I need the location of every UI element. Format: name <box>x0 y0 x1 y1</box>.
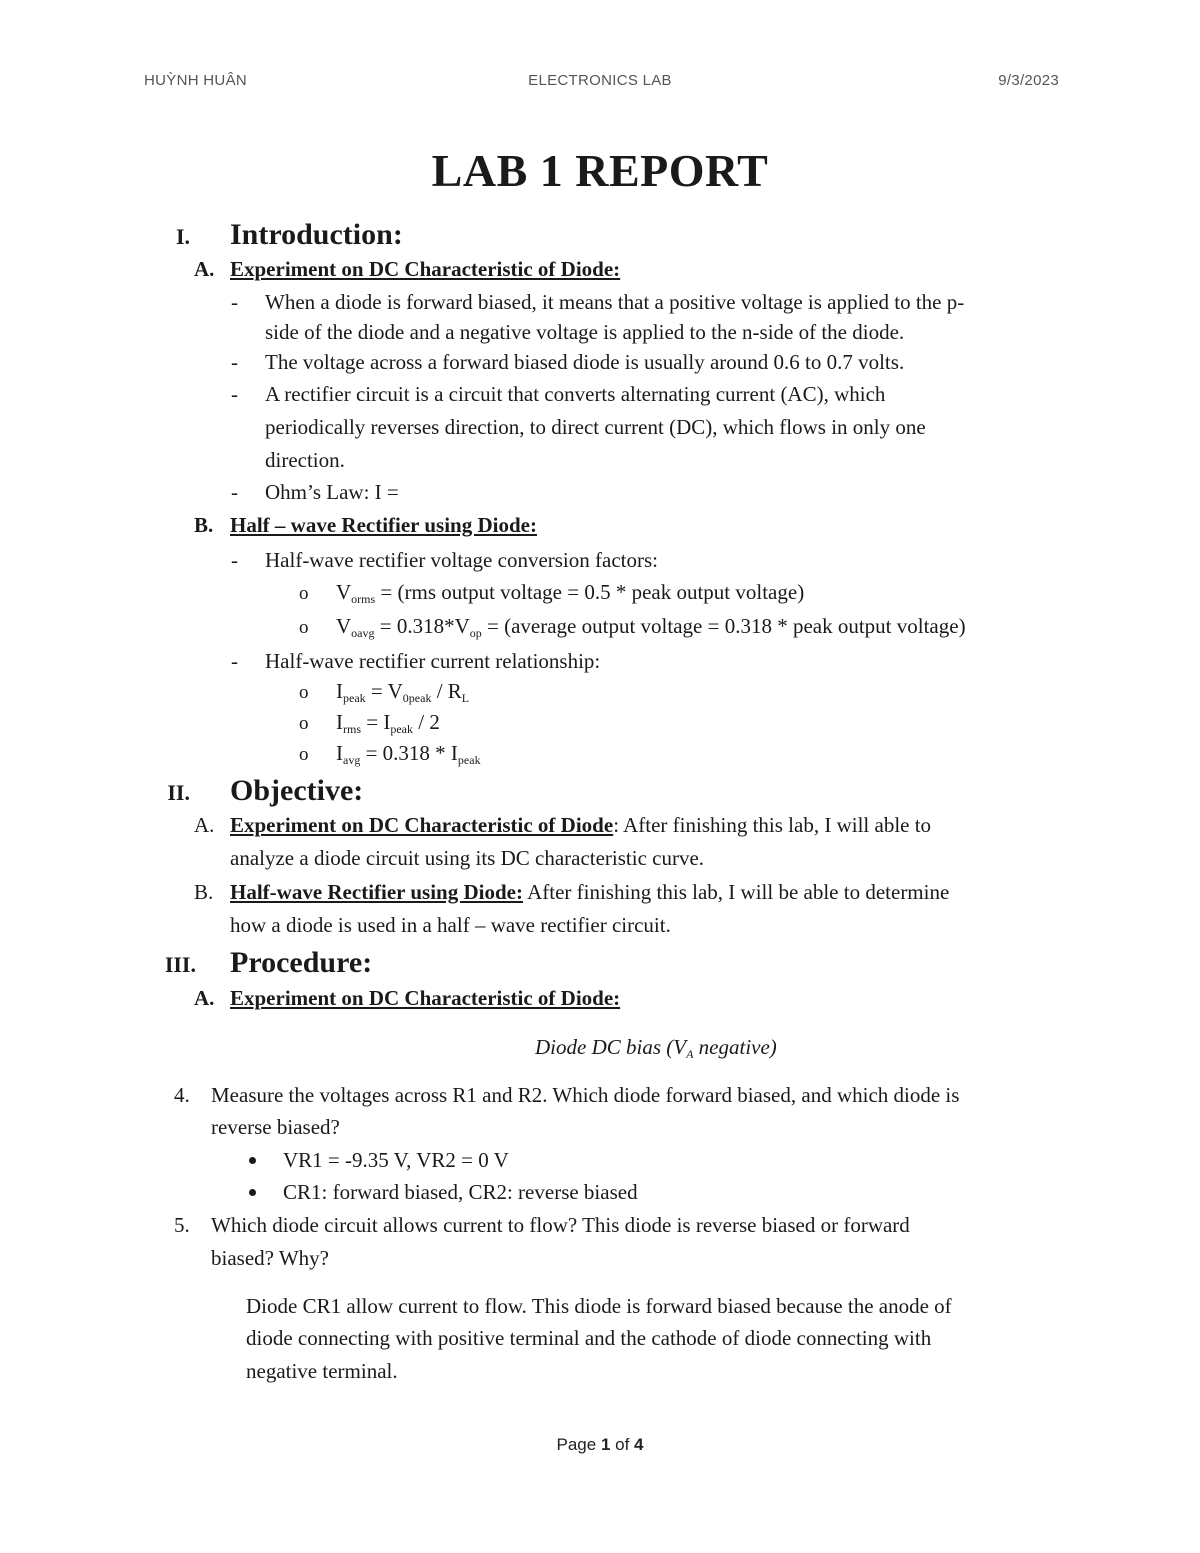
answer-text: CR1: forward biased, CR2: reverse biased <box>283 1180 638 1204</box>
objective-b: Half-wave Rectifier using Diode: After finishing this lab, I will be able to determine <box>230 880 950 904</box>
dash-bullet: - <box>231 290 238 314</box>
objective-b-text: how a diode is used in a half – wave rectifier circuit. <box>230 913 671 937</box>
section-heading: Procedure: <box>230 946 373 979</box>
page-total: 4 <box>634 1435 644 1454</box>
subsection-title: Experiment on DC Characteristic of Diode: <box>230 257 621 281</box>
circle-bullet: o <box>299 744 309 765</box>
circle-bullet: o <box>299 713 309 734</box>
figure-caption: Diode DC bias ($V_A$ negative) <box>535 1035 777 1061</box>
bullet-text: When a diode is forward biased, it means that a positive voltage is applied to the p- <box>265 290 965 314</box>
subsection-marker: A. <box>194 986 215 1010</box>
header-date: 9/3/2023 <box>998 72 1059 89</box>
answer-text: diode connecting with positive terminal and the cathode of diode connecting with <box>246 1326 932 1350</box>
question-text: biased? Why? <box>211 1246 329 1270</box>
objective-a: Experiment on DC Characteristic of Diode: After finishing this lab, I will able to <box>230 813 932 837</box>
bullet-dot <box>249 1189 256 1196</box>
subsection-marker: B. <box>194 513 214 537</box>
bullet-text: side of the diode and a negative voltage is applied to the n-side of the diode. <box>265 320 905 344</box>
answer-text: VR1 = -9.35 V, VR2 = 0 V <box>283 1148 509 1172</box>
answer-text: Diode CR1 allow current to flow. This diode is forward biased because the anode of <box>246 1294 952 1318</box>
page-header <box>0 72 1200 96</box>
bullet-text: periodically reverses direction, to direct current (DC), which flows in only one <box>265 415 926 439</box>
dash-bullet: - <box>231 548 238 572</box>
question-text: Measure the voltages across R1 and R2. Which diode forward biased, and which diode is <box>211 1083 960 1107</box>
subsection-marker: A. <box>194 257 215 281</box>
dash-bullet: - <box>231 480 238 504</box>
question-text: reverse biased? <box>211 1115 340 1139</box>
dash-bullet: - <box>231 649 238 673</box>
circle-bullet: o <box>299 682 309 703</box>
question-number: 4. <box>174 1083 190 1107</box>
formula-iavg: $I_{avg} = 0.318 * I_{peak}$ <box>336 741 481 767</box>
question-number: 5. <box>174 1213 190 1237</box>
document-title: LAB 1 REPORT <box>431 145 769 196</box>
question-text: Which diode circuit allows current to flow? This diode is reverse biased or forward <box>211 1213 910 1237</box>
formula-voavg: $V_{oavg} = 0.318*V_{op}$ = (average output voltage = 0.318 * peak output voltage) <box>336 614 966 640</box>
bullet-text: The voltage across a forward biased diode is usually around 0.6 to 0.7 volts. <box>265 350 905 374</box>
bullet-text: Half-wave rectifier voltage conversion factors: <box>265 548 658 572</box>
circle-bullet: o <box>299 617 309 638</box>
page-footer: Page 1 of 4 <box>556 1435 644 1454</box>
dash-bullet: - <box>231 350 238 374</box>
header-center: ELECTRONICS LAB <box>528 72 672 89</box>
bullet-dot <box>249 1157 256 1164</box>
bullet-text: direction. <box>265 448 345 472</box>
section-number: II. <box>167 780 190 805</box>
bullet-text: A rectifier circuit is a circuit that converts alternating current (AC), which <box>265 382 886 406</box>
subsection-title: Half-wave Rectifier using Diode: <box>230 880 523 904</box>
bullet-text: Half-wave rectifier current relationship: <box>265 649 601 673</box>
section-number: I. <box>175 224 190 249</box>
formula-irms: $I_{rms} = I_{peak} / 2$ <box>336 710 440 736</box>
formula-ipeak: $I_{peak} = V_{0peak} / R_L$ <box>336 679 470 705</box>
answer-text: negative terminal. <box>246 1359 398 1383</box>
objective-a-text: analyze a diode circuit using its DC characteristic curve. <box>230 846 705 870</box>
dash-bullet: - <box>231 382 238 406</box>
subsection-title: Experiment on DC Characteristic of Diode: <box>230 986 621 1010</box>
subsection-marker: A. <box>194 813 215 837</box>
bullet-text: Ohm’s Law: I = <box>265 480 399 504</box>
formula-vorms: $V_{orms} = (rms$ output voltage = 0.5 * peak output voltage) <box>336 580 805 606</box>
section-number: III. <box>164 952 196 977</box>
section-heading: Objective: <box>230 774 364 807</box>
subsection-title: Experiment on DC Characteristic of Diode <box>230 813 614 837</box>
section-heading: Introduction: <box>230 218 403 251</box>
subsection-marker: B. <box>194 880 214 904</box>
circle-bullet: o <box>299 583 309 604</box>
page-number: 1 <box>600 1435 611 1454</box>
subsection-title: Half – wave Rectifier using Diode: <box>230 513 537 537</box>
header-author: HUỲNH HUÂN <box>144 72 248 89</box>
